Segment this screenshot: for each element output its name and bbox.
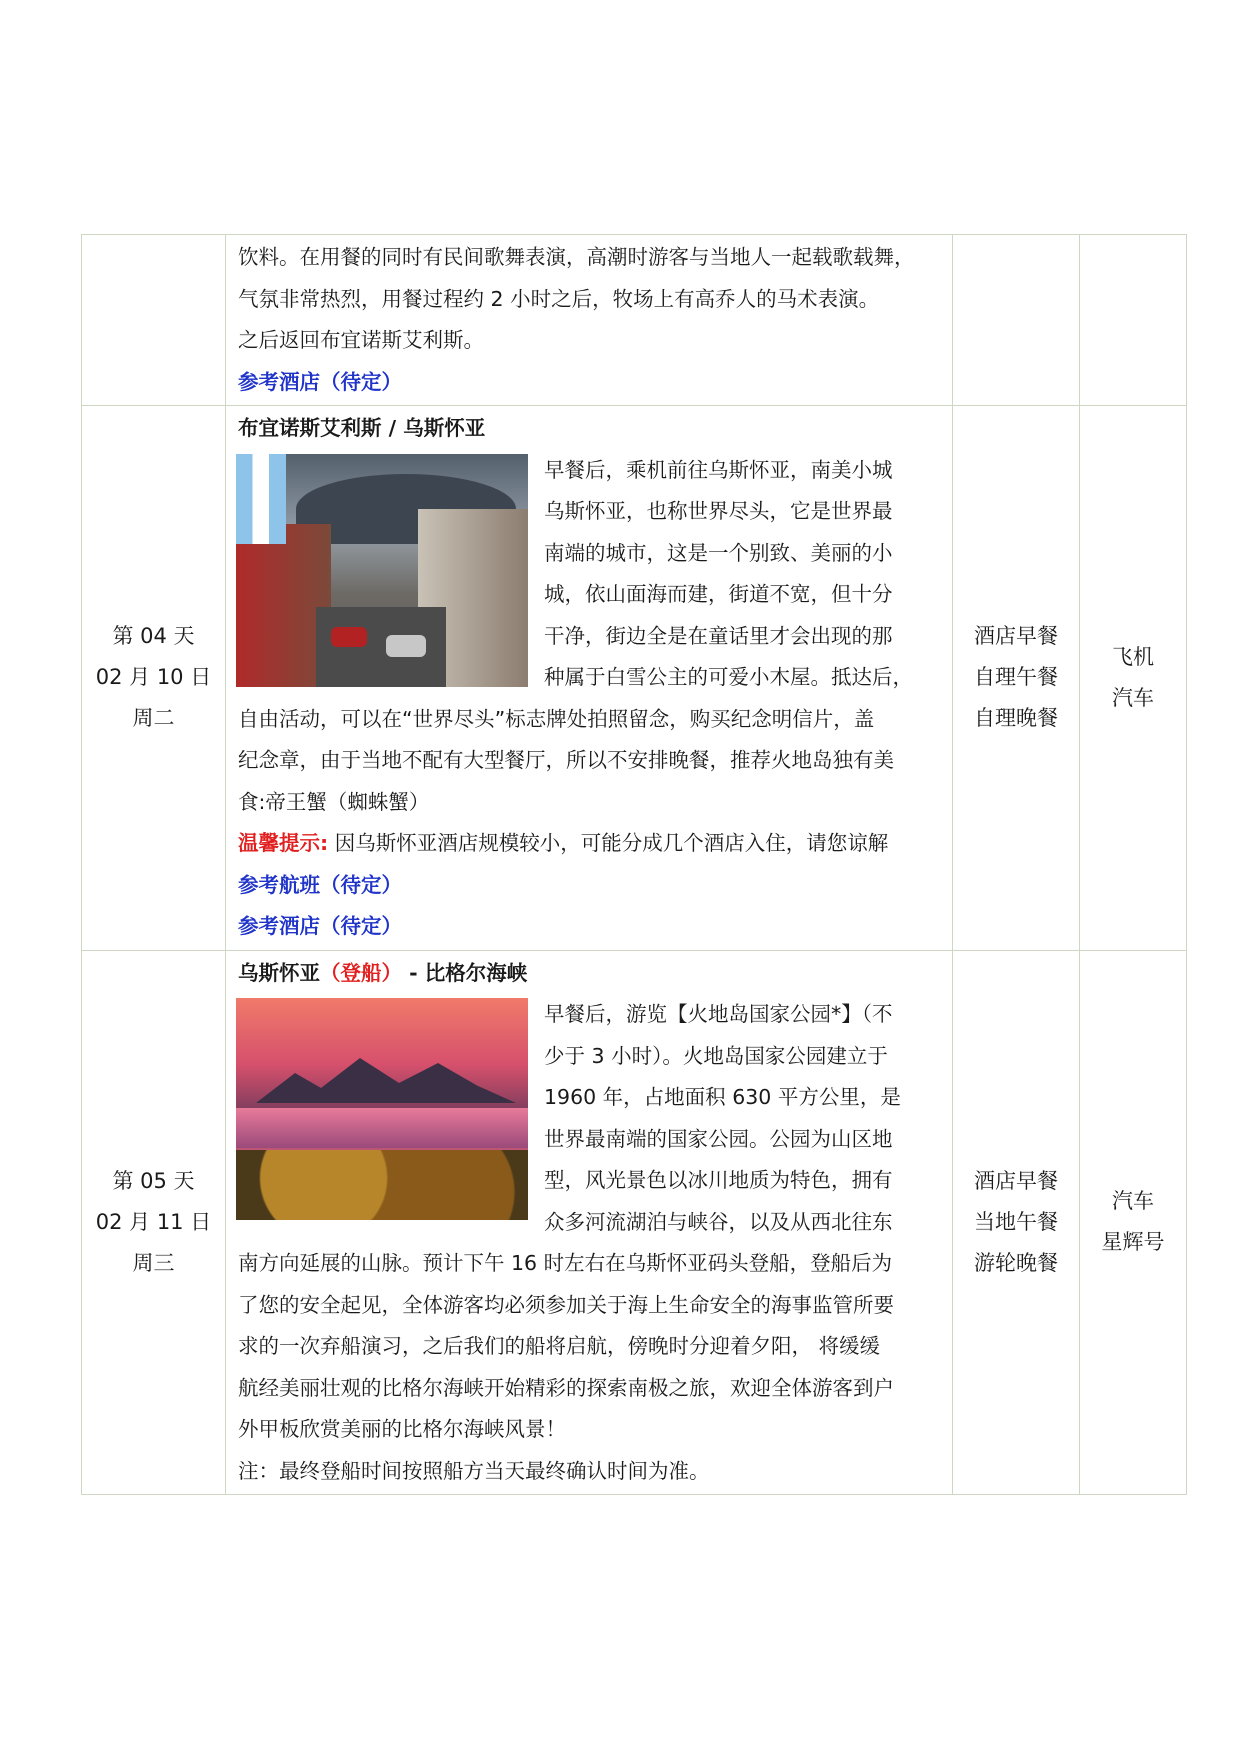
text-line: 型，风光景色以冰川地质为特色，拥有 [544, 1168, 893, 1192]
text-line: 之后返回布宜诺斯艾利斯。 [238, 328, 484, 352]
meal-breakfast: 酒店早餐 [974, 1168, 1058, 1193]
transport-cell [1080, 950, 1187, 1495]
text-line: 纪念章，由于当地不配有大型餐厅，所以不安排晚餐，推荐火地岛独有美 [238, 748, 894, 772]
meal-dinner: 游轮晚餐 [974, 1250, 1058, 1275]
text-line: 气氛非常热烈，用餐过程约 2 小时之后，牧场上有高乔人的马术表演。 [238, 286, 880, 311]
text-line: 食:帝王蟹（蜘蛛蟹） [238, 789, 430, 814]
text-line: 众多河流湖泊与峡谷，以及从西北往东 [544, 1209, 893, 1234]
text-line: 种属于白雪公主的可爱小木屋。抵达后， [544, 665, 913, 689]
transport-cell [1080, 406, 1187, 951]
itinerary-table [81, 234, 1187, 1495]
route-title-a: 乌斯怀亚 [238, 960, 320, 985]
text-line: 世界最南端的国家公园。公园为山区地 [544, 1126, 893, 1151]
text-line: 航经美丽壮观的比格尔海峡开始精彩的探索南极之旅，欢迎全体游客到户 [238, 1375, 894, 1400]
route-title: 布宜诺斯艾利斯 / 乌斯怀亚 [238, 416, 486, 440]
ushuaia-street-photo [236, 454, 528, 687]
meal-breakfast: 酒店早餐 [974, 624, 1058, 649]
route-title-boarding: （登船） [320, 960, 402, 985]
meals-cell [953, 235, 1080, 406]
flight-note: 参考航班（待定） [238, 872, 402, 897]
content-cell [226, 406, 953, 951]
transport-item: 飞机 [1112, 644, 1154, 669]
text-line: 求的一次弃船演习，之后我们的船将启航，傍晚时分迎着夕阳， 将缓缓 [238, 1334, 881, 1358]
day-number: 第 04 天 [112, 624, 195, 649]
table-row [82, 406, 1187, 951]
hotel-note: 参考酒店（待定） [238, 369, 402, 394]
text-line: 早餐后，游览【火地岛国家公园*】（不 [544, 1002, 893, 1026]
text-line: 城，依山面海而建，街道不宽，但十分 [544, 582, 893, 606]
day-cell [82, 406, 226, 951]
text-line: 早餐后，乘机前往乌斯怀亚，南美小城 [544, 457, 893, 482]
transport-item: 汽车 [1112, 1189, 1154, 1214]
transport-item: 星辉号 [1101, 1230, 1165, 1255]
text-line: 1960 年，占地面积 630 平方公里，是 [544, 1085, 901, 1109]
transport-item: 汽车 [1112, 685, 1154, 710]
meals-cell [953, 406, 1080, 951]
text-line: 南端的城市，这是一个别致、美丽的小 [544, 540, 893, 565]
day-date: 02 月 10 日 [95, 665, 212, 690]
day-date: 02 月 11 日 [95, 1209, 212, 1234]
meal-lunch: 自理午餐 [974, 665, 1058, 690]
text-line: 注：最终登船时间按照船方当天最终确认时间为准。 [238, 1458, 710, 1483]
text-line: 了您的安全起见，全体游客均必须参加关于海上生命安全的海事监管所要 [238, 1292, 894, 1317]
meal-lunch: 当地午餐 [974, 1209, 1058, 1234]
day-number: 第 05 天 [112, 1168, 195, 1193]
text-line: 乌斯怀亚，也称世界尽头，它是世界最 [544, 499, 893, 523]
day-cell [82, 950, 226, 1495]
content-cell [226, 950, 953, 1495]
day-weekday: 周二 [132, 706, 175, 731]
route-title [238, 953, 944, 995]
fire-island-park-photo [236, 998, 528, 1220]
hotel-note: 参考酒店（待定） [238, 914, 402, 938]
table-row [82, 950, 1187, 1495]
meals-cell [953, 950, 1080, 1495]
text-line: 少于 3 小时）。火地岛国家公园建立于 [544, 1043, 888, 1068]
content-cell [226, 235, 953, 406]
route-title-c: - 比格尔海峡 [402, 960, 528, 985]
day-cell [82, 235, 226, 406]
tip-line [238, 823, 944, 865]
text-line: 南方向延展的山脉。预计下午 16 时左右在乌斯怀亚码头登船，登船后为 [238, 1251, 893, 1275]
tip-text: 因乌斯怀亚酒店规模较小，可能分成几个酒店入住，请您谅解 [328, 831, 889, 855]
day-weekday: 周三 [132, 1250, 175, 1275]
meal-dinner: 自理晚餐 [974, 706, 1058, 731]
table-row [82, 235, 1187, 406]
text-line: 外甲板欣赏美丽的比格尔海峡风景！ [238, 1417, 566, 1441]
transport-cell [1080, 235, 1187, 406]
tip-label: 温馨提示: [238, 831, 329, 855]
text-line: 自由活动，可以在“世界尽头”标志牌处拍照留念，购买纪念明信片，盖 [238, 706, 875, 731]
text-line: 干净，街边全是在童话里才会出现的那 [544, 623, 893, 648]
text-line: 饮料。在用餐的同时有民间歌舞表演，高潮时游客与当地人一起载歌载舞， [238, 245, 915, 269]
